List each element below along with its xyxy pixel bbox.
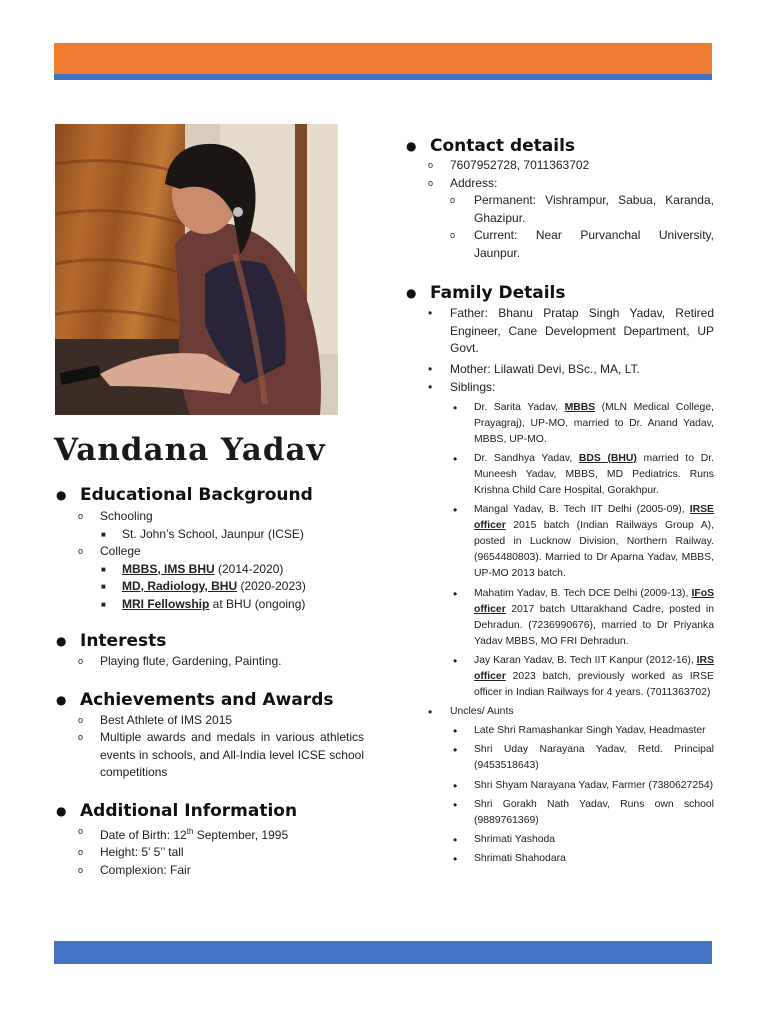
list-item: • Mother: Lilawati Devi, BSc., MA, LT. [428, 361, 640, 376]
header-orange-bar [54, 43, 712, 74]
list-item: o Address: [428, 175, 498, 190]
list-item: ■ MBBS, IMS BHU (2014-2020) [101, 561, 284, 576]
list-item: o 7607952728, 7011363702 [428, 158, 590, 172]
achievements-section [54, 689, 364, 782]
family-section [404, 282, 714, 867]
interests-heading: ● Interests [56, 631, 167, 651]
list-item: • Shrimati Shahodara [453, 851, 566, 866]
education-section [54, 484, 364, 613]
list-item: • Shri Uday Narayana Yadav, Retd. Principal (9453518643) [453, 743, 714, 772]
list-item: • Father: Bhanu Pratap Singh Yadav, Retired Engineer, Cane Development Department, UP Govt. [428, 306, 714, 355]
profile-photo-art [55, 124, 338, 415]
list-item: o Date of Birth: 12th September, 1995 [78, 825, 289, 842]
list-item: o Multiple awards and medals in various athletics events in schools, and All-India level ICSE school competitions [78, 730, 364, 779]
list-item: • Dr. Sandhya Yadav, BDS (BHU) married to Dr. Muneesh Yadav, MBBS, MD Pediatrics. Runs Krishna Child Care Hospital, Gorakhpur. [453, 451, 714, 496]
education-heading: ● Educational Background [56, 485, 313, 505]
list-item: • Shri Gorakh Nath Yadav, Runs own school (9889761369) [453, 797, 714, 826]
contact-heading: ● Contact details [406, 136, 576, 156]
footer-blue-bar [54, 941, 712, 964]
interests-section [54, 630, 364, 671]
list-item: ■ MRI Fellowship at BHU (ongoing) [101, 596, 306, 611]
list-item: o College [78, 544, 141, 558]
left-column [54, 484, 364, 879]
list-item: o Schooling [78, 509, 153, 523]
list-item: • Jay Karan Yadav, B. Tech IIT Kanpur (2012-16), IRS officer 2023 batch, previously worked as IRSE officer in Indian Railways for 4 years. (7011363702) [453, 653, 714, 699]
list-item: o Best Athlete of IMS 2015 [78, 712, 233, 727]
list-item: ■ St. John’s School, Jaunpur (ICSE) [101, 526, 304, 541]
header-blue-line [54, 74, 712, 80]
list-item: • Late Shri Ramashankar Singh Yadav, Headmaster [453, 724, 706, 739]
additional-section [54, 800, 364, 880]
list-item: • Shri Shyam Narayana Yadav, Farmer (7380627254) [453, 778, 714, 793]
list-item: • Mahatim Yadav, B. Tech DCE Delhi (2009-13), IFoS officer 2017 batch Uttarakhand Cadre, posted in Dehradun. (7236990676), married to Dr Priyanka Yadav MBBS, MO FRI Dehradun. [453, 586, 714, 647]
additional-heading: ● Additional Information [56, 800, 298, 821]
list-item: • Siblings: [428, 380, 496, 394]
list-item: • Dr. Sarita Yadav, MBBS (MLN Medical College, Prayagraj), UP-MO, married to Dr. Anand Yadav, MBBS, UP-MO. [453, 400, 714, 445]
list-item: o Current: Near Purvanchal University, Jaunpur. [450, 228, 714, 260]
list-item: ■ MD, Radiology, BHU (2020-2023) [101, 579, 306, 593]
list-item: • Mangal Yadav, B. Tech IIT Delhi (2005-09), IRSE officer 2015 batch (Indian Railways Group A), posted in Lucknow Division, Northern Railway. (9654480803). Married to Dr Aparna Yadav, MBBS, UP-MO 2013 batch. [453, 503, 714, 580]
list-item: o Permanent: Vishrampur, Sabua, Karanda, Ghazipur. [450, 193, 714, 225]
profile-photo [55, 124, 338, 415]
candidate-name: Vandana Yadav [54, 432, 326, 468]
list-item: o Complexion: Fair [78, 862, 191, 877]
contact-section [404, 135, 714, 262]
list-item: • Uncles/ Aunts [428, 705, 514, 720]
achievements-heading: ● Achievements and Awards [56, 689, 334, 710]
list-item: o Playing flute, Gardening, Painting. [78, 654, 282, 668]
right-column [404, 135, 714, 867]
list-item: o Height: 5’ 5’’ tall [78, 845, 184, 859]
list-item: • Shrimati Yashoda [453, 832, 556, 847]
family-heading: ● Family Details [406, 283, 566, 303]
